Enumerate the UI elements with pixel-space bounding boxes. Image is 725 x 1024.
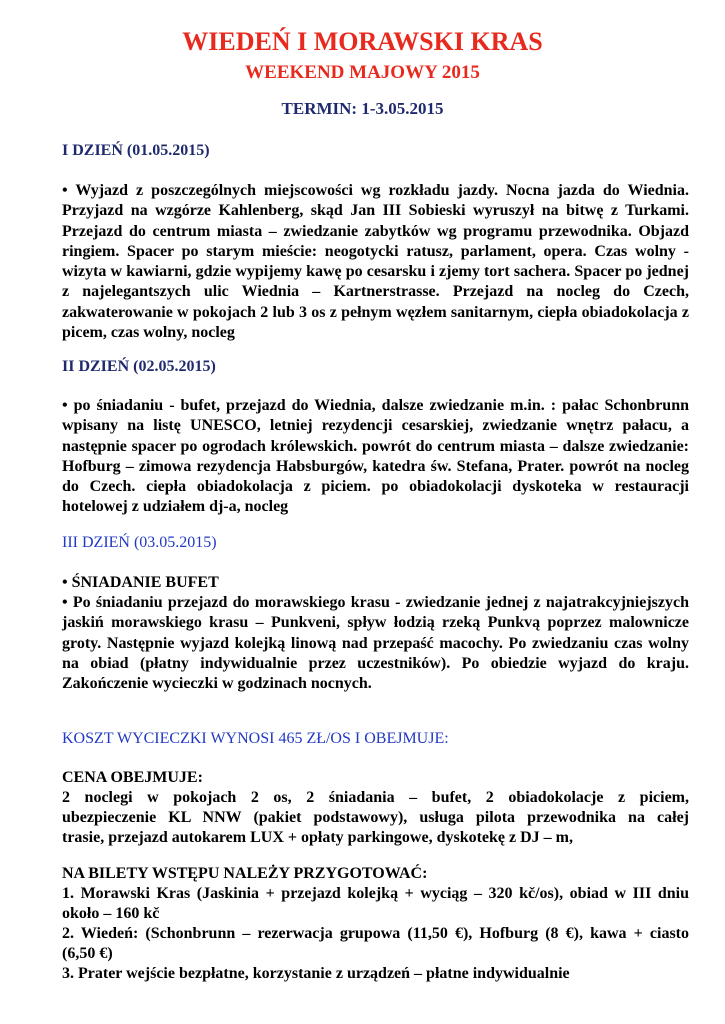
tickets-line: (6,50 €) [62, 945, 113, 962]
tickets-line: 2. Wiedeń: (Schonbrunn – rezerwacja grupowa (11,50 €), Hofburg (8 €), kawa + ciasto [62, 925, 689, 942]
price-includes-heading: CENA OBEJMUJE: [62, 769, 203, 786]
price-includes-line: 2 noclegi w pokojach 2 os, 2 śniadania – bufet, 2 obiadokolacje z piciem, [62, 789, 689, 806]
tickets-line: około – 160 kč [62, 905, 160, 922]
day-1-heading: I DZIEŃ (01.05.2015) [62, 142, 210, 159]
document-title: WIEDEŃ I MORAWSKI KRAS [182, 27, 543, 56]
tickets-line: 3. Prater wejście bezpłatne, korzystanie z urządzeń – płatne indywidualnie [62, 965, 570, 982]
trip-cost-heading: KOSZT WYCIECZKI WYNOSI 465 ZŁ/OS I OBEJMUJE: [62, 730, 449, 747]
day-3-heading: III DZIEŃ (03.05.2015) [62, 534, 217, 551]
document-subtitle: WEEKEND MAJOWY 2015 [245, 62, 480, 83]
price-includes-line: trasie, przejazd autokarem LUX + opłaty parkingowe, dyskotekę z DJ – m, [62, 829, 574, 846]
day-3-description: • Po śniadaniu przejazd do morawskiego krasu - zwiedzanie jednej z najatrakcyjniejszych jaskiń morawskiego krasu – Punkveni, spływ łodzią rzeką Punkvą poprzez malownicze groty. Następnie wyjazd kolejką linową nad przepaść macochy. Po zwiedzaniu czas wolny na obiad (płatny indywidualnie przez uczestników). Po obiedzie wyjazd do kraju. Zakończenie wycieczki w godzinach nocnych. [62, 594, 689, 693]
price-includes-line: ubezpieczenie KL NNW (pakiet podstawowy), usługa pilota przewodnika na całej [62, 809, 689, 826]
tickets-heading: NA BILETY WSTĘPU NALEŻY PRZYGOTOWAĆ: [62, 865, 428, 882]
trip-term: TERMIN: 1-3.05.2015 [281, 99, 444, 118]
tickets-line: 1. Morawski Kras (Jaskinia + przejazd kolejką + wyciąg – 320 kč/os), obiad w III dniu [62, 885, 689, 902]
price-includes-section [62, 768, 689, 848]
day-3-breakfast: • ŚNIADANIE BUFET [62, 574, 219, 591]
day-2-heading: II DZIEŃ (02.05.2015) [62, 358, 216, 375]
day-1-description: • Wyjazd z poszczególnych miejscowości wg rozkładu jazdy. Nocna jazda do Wiednia. Przyjazd na wzgórze Kahlenberg, skąd Jan III Sobieski wyruszył na bitwę z Turkami. Przejazd do centrum miasta – zwiedzanie zabytków wg programu przewodnika. Objazd ringiem. Spacer po starym mieście: neogotycki ratusz, parlament, opera. Czas wolny - wizyta w kawiarni, gdzie wypijemy kawę po cesarsku i zjemy tort sachera. Spacer po jednej z najelegantszych ulic Wiednia – Kartnerstrasse. Przejazd na nocleg do Czech, zakwaterowanie w pokojach 2 lub 3 os z pełnym węzłem sanitarnym, ciepła obiadokolacja z picem, czas wolny, nocleg [62, 182, 689, 342]
day-2-description: • po śniadaniu - bufet, przejazd do Wiednia, dalsze zwiedzanie m.in. : pałac Schonbrunn wpisany na listę UNESCO, letniej rezydencji cesarskiej, zwiedzanie wnętrz pałacu, a następnie spacer po ogrodach królewskich. powrót do centrum miasta – dalsze zwiedzanie: Hofburg – zimowa rezydencja Habsburgów, katedra św. Stefana, Prater. powrót na nocleg do Czech. ciepła obiadokolacja z piciem. po obiadokolacji dyskoteka w restauracji hotelowej z udziałem dj-a, nocleg [62, 397, 689, 516]
tickets-section [62, 864, 689, 984]
